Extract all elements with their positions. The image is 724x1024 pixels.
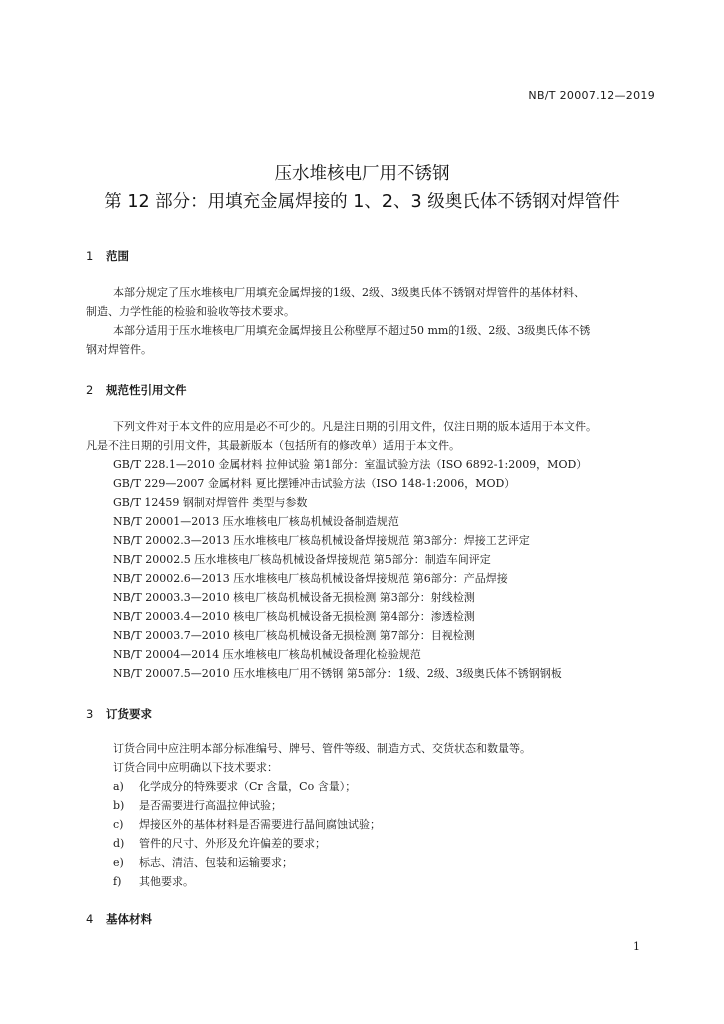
- section-3-title: 订货要求: [106, 707, 152, 721]
- section-2-intro-line: 凡是不注日期的引用文件，其最新版本（包括所有的修改单）适用于本文件。: [86, 439, 460, 452]
- item-text: 是否需要进行高温拉伸试验；: [139, 799, 282, 812]
- item-letter: f): [113, 875, 122, 888]
- item-text: 标志、清洁、包装和运输要求；: [139, 856, 293, 869]
- reference-item: GB/T 228.1—2010 金属材料 拉伸试验 第1部分：室温试验方法（ISO 6892-1:2009，MOD）: [113, 458, 588, 471]
- section-3-heading: [86, 706, 152, 722]
- reference-item: GB/T 229—2007 金属材料 夏比摆锤冲击试验方法（ISO 148-1:2006，MOD）: [113, 477, 516, 490]
- section-2-heading: [86, 382, 187, 398]
- item-letter: e): [113, 856, 124, 869]
- requirement-item: [113, 856, 293, 870]
- item-text: 其他要求。: [139, 875, 194, 888]
- reference-item: NB/T 20002.3—2013 压水堆核电厂核岛机械设备焊接规范 第3部分：焊接工艺评定: [113, 534, 530, 547]
- section-1-line: 钢对焊管件。: [86, 343, 152, 356]
- section-3-number: 3: [86, 707, 94, 721]
- section-1-line: 制造、力学性能的检验和验收等技术要求。: [86, 305, 295, 318]
- standard-code: NB/T 20007.12—2019: [528, 89, 655, 102]
- section-4-title: 基体材料: [106, 912, 152, 926]
- section-4-number: 4: [86, 912, 94, 926]
- reference-item: NB/T 20002.6—2013 压水堆核电厂核岛机械设备焊接规范 第6部分：产品焊接: [113, 572, 508, 585]
- document-title-line2: 第 12 部分：用填充金属焊接的 1、2、3 级奥氏体不锈钢对焊管件: [104, 192, 620, 212]
- reference-item: GB/T 12459 钢制对焊管件 类型与参数: [113, 496, 308, 509]
- item-letter: a): [113, 780, 124, 793]
- requirement-item: [113, 875, 194, 889]
- section-2-intro-line: 下列文件对于本文件的应用是必不可少的。凡是注日期的引用文件，仅注日期的版本适用于本文件。: [113, 420, 597, 433]
- document-title-line1: 压水堆核电厂用不锈钢: [274, 164, 450, 184]
- section-1-heading: [86, 248, 129, 264]
- requirement-item: [113, 799, 282, 813]
- section-2-title: 规范性引用文件: [106, 383, 187, 397]
- requirement-item: [113, 818, 381, 832]
- reference-item: NB/T 20002.5 压水堆核电厂核岛机械设备焊接规范 第5部分：制造车间评定: [113, 553, 491, 566]
- page-number: 1: [633, 940, 640, 953]
- item-letter: c): [113, 818, 124, 831]
- requirement-item: [113, 780, 356, 794]
- section-2-number: 2: [86, 383, 94, 397]
- item-text: 管件的尺寸、外形及允许偏差的要求；: [139, 837, 326, 850]
- item-text: 化学成分的特殊要求（Cr 含量，Co 含量）；: [139, 780, 357, 793]
- section-1-number: 1: [86, 249, 94, 263]
- item-letter: d): [113, 837, 125, 850]
- section-3-intro-line: 订货合同中应明确以下技术要求：: [113, 761, 278, 774]
- reference-item: NB/T 20007.5—2010 压水堆核电厂用不锈钢 第5部分：1级、2级、3级奥氏体不锈钢钢板: [113, 667, 562, 680]
- requirement-item: [113, 837, 326, 851]
- reference-item: NB/T 20003.4—2010 核电厂核岛机械设备无损检测 第4部分：渗透检测: [113, 610, 475, 623]
- section-1-line: 本部分规定了压水堆核电厂用填充金属焊接的1级、2级、3级奥氏体不锈钢对焊管件的基体材料、: [113, 286, 585, 299]
- item-text: 焊接区外的基体材料是否需要进行晶间腐蚀试验；: [139, 818, 381, 831]
- section-1-title: 范围: [106, 249, 129, 263]
- section-1-line: 本部分适用于压水堆核电厂用填充金属焊接且公称壁厚不超过50 mm的1级、2级、3级奥氏体不锈: [113, 324, 591, 337]
- reference-item: NB/T 20003.7—2010 核电厂核岛机械设备无损检测 第7部分：目视检测: [113, 629, 475, 642]
- section-4-heading: [86, 911, 152, 927]
- reference-item: NB/T 20001—2013 压水堆核电厂核岛机械设备制造规范: [113, 515, 399, 528]
- section-3-intro-line: 订货合同中应注明本部分标准编号、牌号、管件等级、制造方式、交货状态和数量等。: [113, 742, 531, 755]
- item-letter: b): [113, 799, 125, 812]
- reference-item: NB/T 20004—2014 压水堆核电厂核岛机械设备理化检验规范: [113, 648, 421, 661]
- reference-item: NB/T 20003.3—2010 核电厂核岛机械设备无损检测 第3部分：射线检测: [113, 591, 475, 604]
